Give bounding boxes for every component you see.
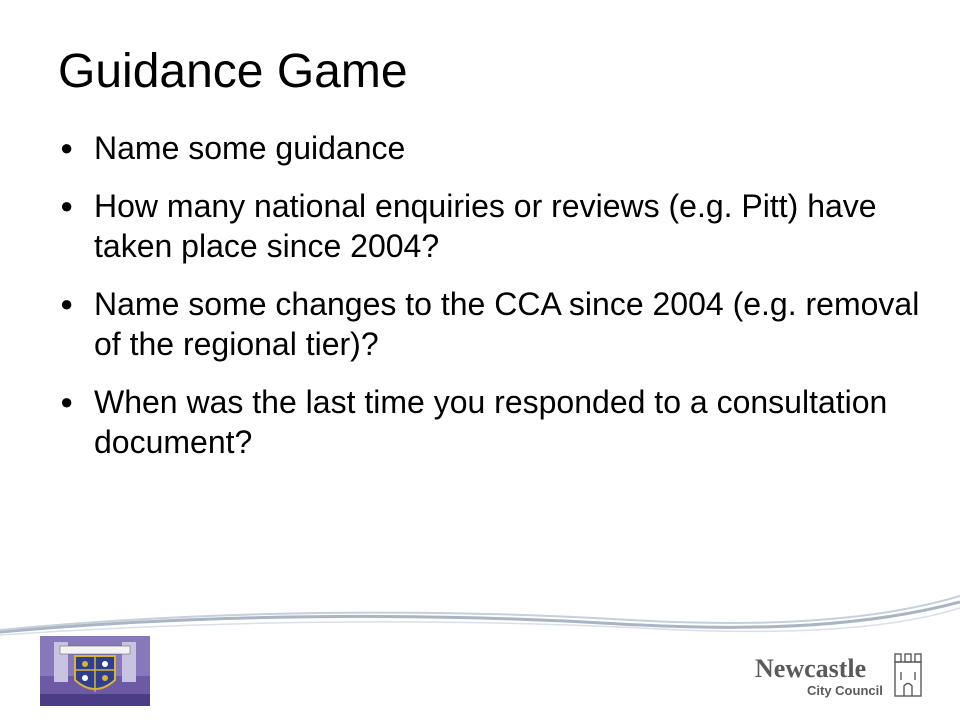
newcastle-castle-icon: [755, 650, 925, 700]
svg-text:City Council: City Council: [807, 683, 883, 698]
bullet-text: When was the last time you responded to a consultation document?: [94, 384, 888, 460]
bullet-text: Name some changes to the CCA since 2004 (e.g. removal of the regional tier)?: [94, 286, 920, 362]
bullet-icon: ●: [60, 291, 74, 316]
svg-text:Newcastle: Newcastle: [755, 654, 867, 683]
emergency-planning-society-crest-icon: [40, 636, 150, 706]
bullet-icon: ●: [60, 135, 74, 160]
bullet-text: How many national enquiries or reviews (e.g. Pitt) have taken place since 2004?: [94, 188, 877, 264]
bullet-item: [56, 128, 936, 168]
bullet-icon: ●: [60, 193, 74, 218]
bullet-icon: ●: [60, 389, 74, 414]
bullet-text: Name some guidance: [94, 130, 406, 166]
bullet-item: [56, 186, 936, 266]
slide-title: Guidance Game: [58, 45, 408, 98]
bullet-item: [56, 284, 936, 364]
bullet-list: [56, 128, 936, 480]
bullet-item: [56, 382, 936, 462]
